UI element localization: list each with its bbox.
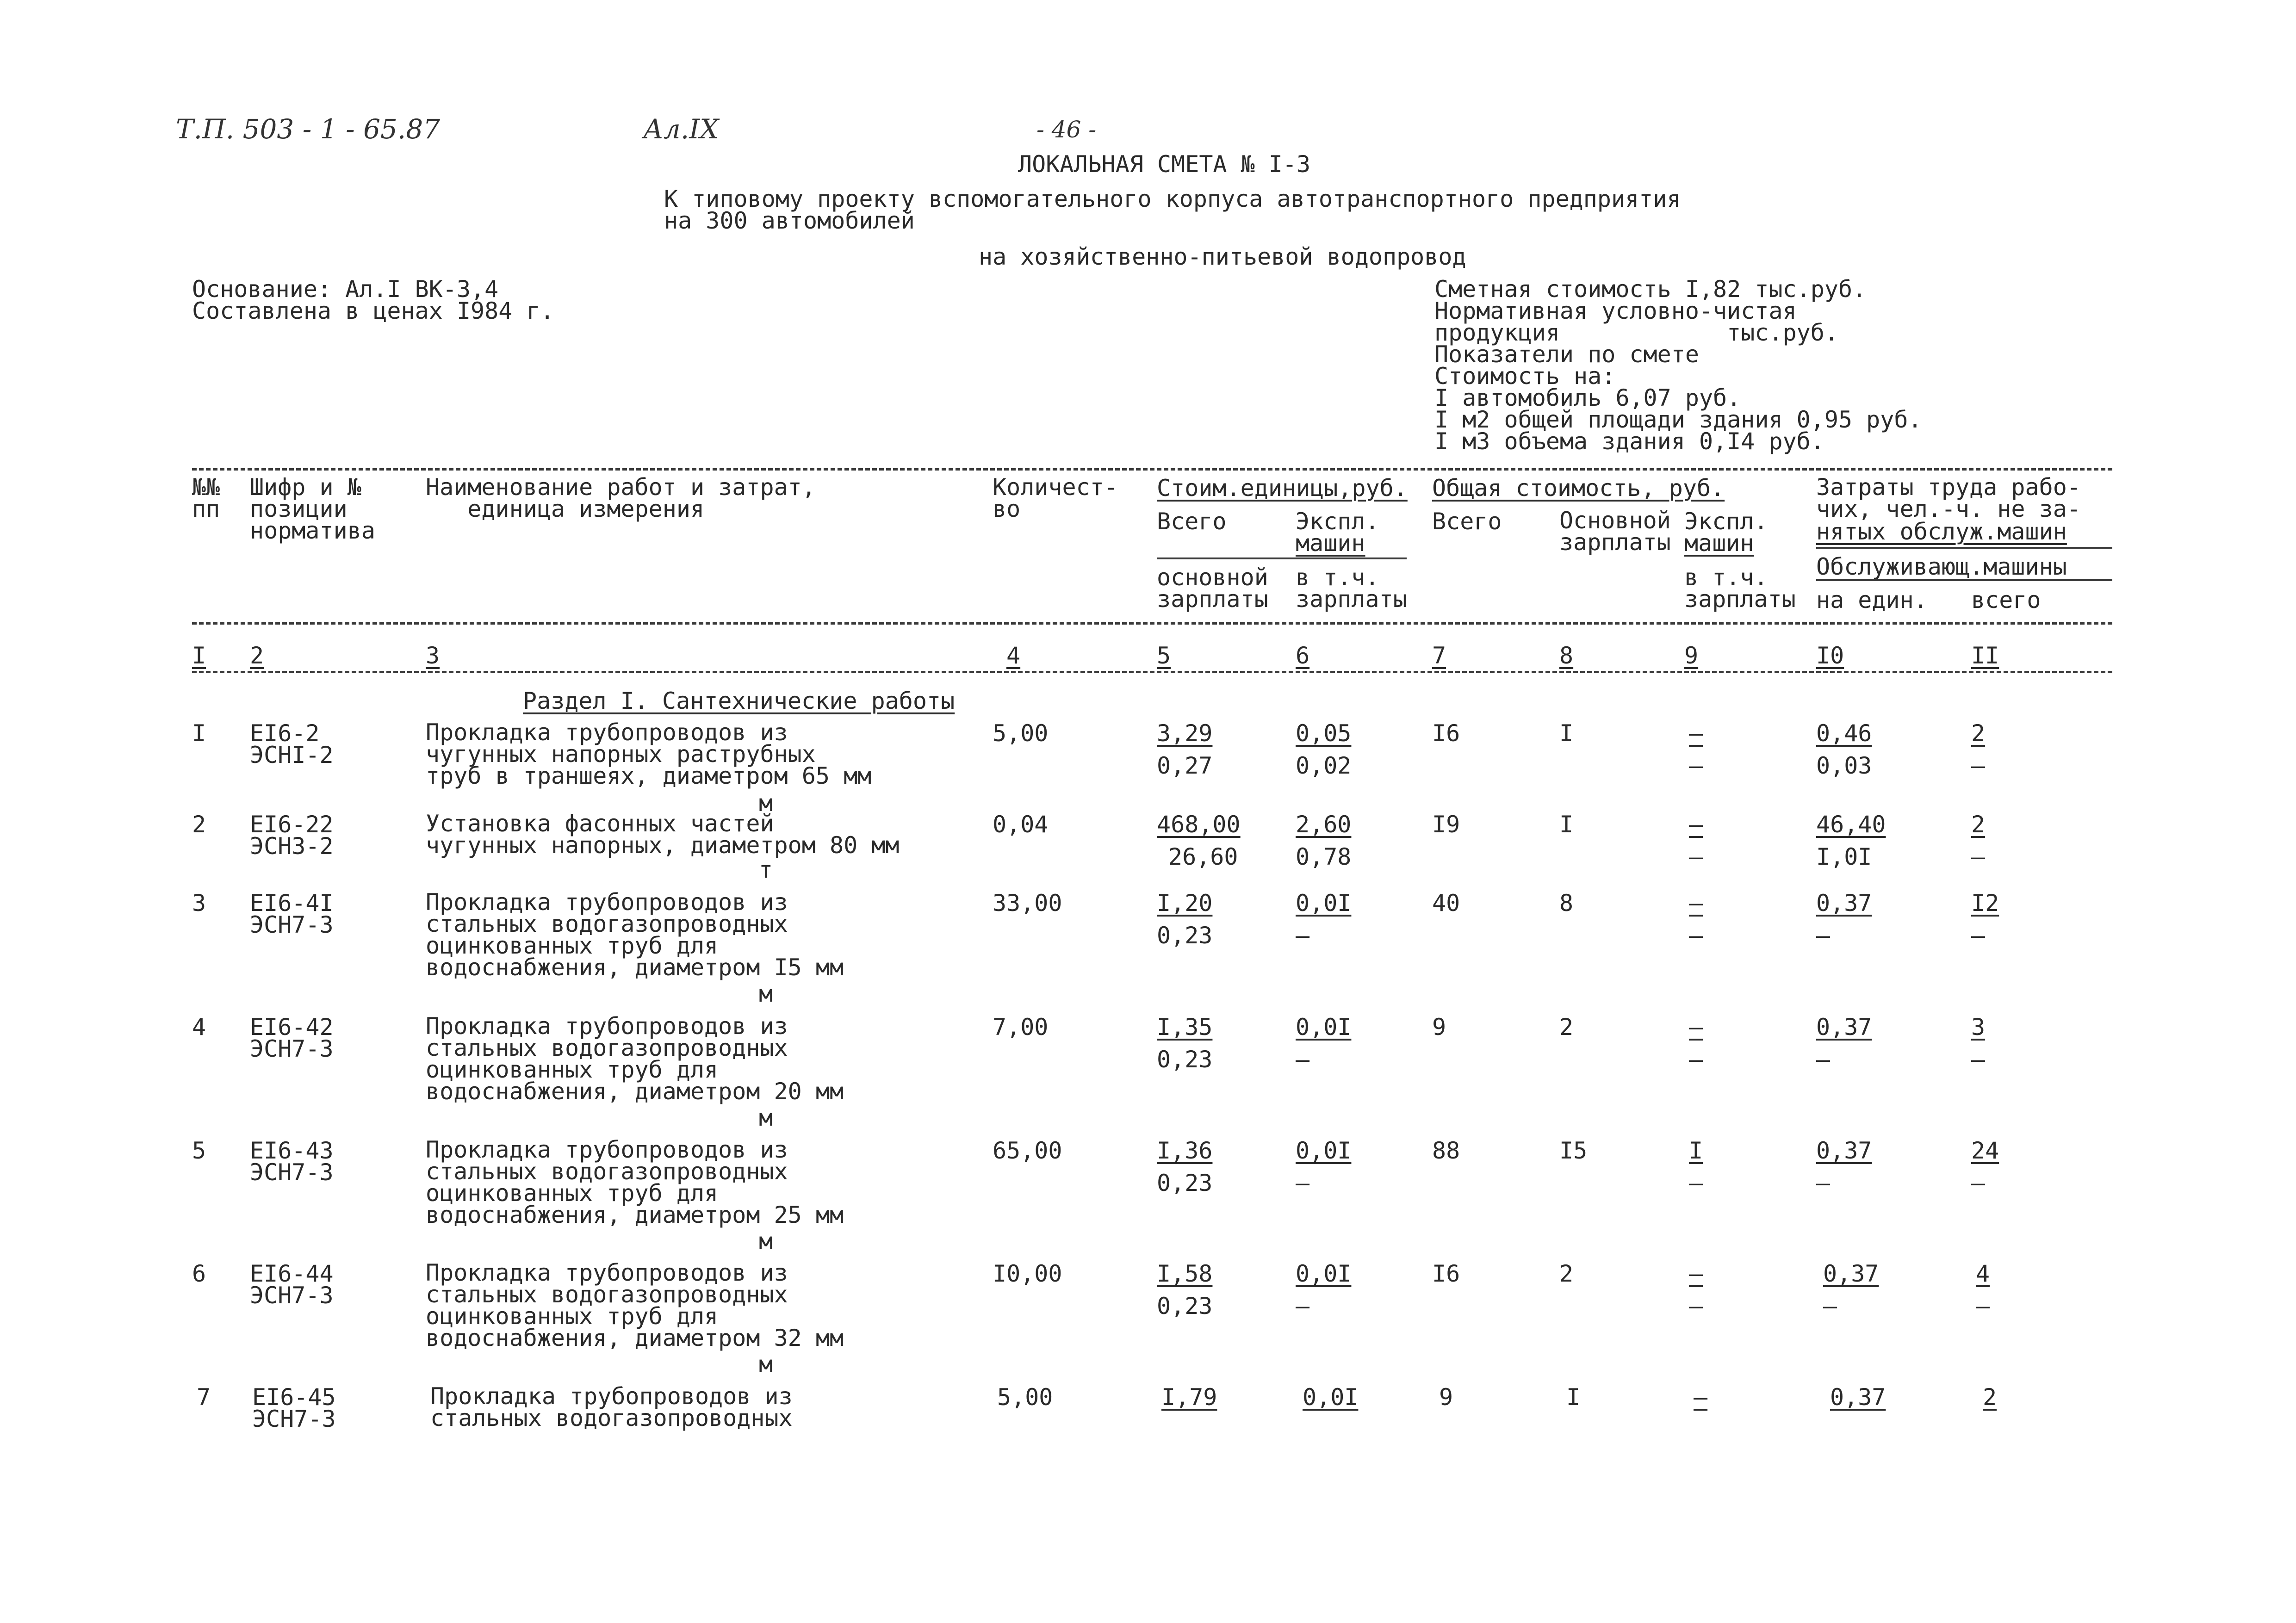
project-line-2: на 300 автомобилей xyxy=(664,207,915,234)
row-code: EI6-42 xyxy=(250,1014,334,1041)
row-unit-cost-wages: 0,27 xyxy=(1157,752,1213,779)
column-header-8: Основной зарплаты xyxy=(1559,507,1671,556)
row-code: EI6-2 xyxy=(250,720,320,747)
row-unit-cost-total: I,20 xyxy=(1157,890,1213,917)
row-unit: м xyxy=(759,1104,773,1131)
column-number: 4 xyxy=(1006,642,1021,669)
column-number: 9 xyxy=(1684,642,1699,669)
basis-line: Основание: Ал.I ВК-3,4 xyxy=(192,276,499,303)
row-labor-per-unit: 0,37 xyxy=(1816,1137,1872,1164)
summary-per-vehicle: I автомобиль 6,07 руб. xyxy=(1434,384,1741,411)
row-total-machine-cost: – xyxy=(1689,1014,1703,1041)
row-machine-labor-per-unit: 0,03 xyxy=(1816,752,1872,779)
column-header-quantity: Количест- во xyxy=(993,474,1118,522)
column-group-service-machines: Обслуживающ.машины xyxy=(1816,553,2067,580)
row-total-machine-cost: – xyxy=(1689,1260,1703,1287)
row-total-machine-cost: – xyxy=(1689,811,1703,838)
row-total-wages: I xyxy=(1559,811,1574,838)
column-number: 6 xyxy=(1296,642,1310,669)
row-total-wages: 2 xyxy=(1559,1260,1574,1287)
row-number: 6 xyxy=(192,1260,206,1287)
row-labor-total: 4 xyxy=(1976,1260,1990,1287)
row-number: 3 xyxy=(192,890,206,917)
row-unit-machine-cost: 0,0I xyxy=(1296,1014,1352,1041)
row-unit-cost-wages: 0,23 xyxy=(1157,922,1213,949)
row-total-machine-cost: – xyxy=(1689,720,1703,747)
project-line-1: К типовому проекту вспомогательного корпуса автотранспортного предприятия xyxy=(664,186,1681,212)
row-machine-labor-total: – xyxy=(1971,1170,1986,1196)
column-header-6-top-2: машин xyxy=(1296,530,1365,557)
column-header-7: Всего xyxy=(1432,508,1502,535)
column-5-6-divider xyxy=(1157,558,1407,559)
row-unit-cost-total: 468,00 xyxy=(1157,811,1241,838)
row-total-wages: I xyxy=(1566,1384,1581,1411)
row-total-machine-wages: – xyxy=(1689,1293,1703,1319)
row-unit-machine-cost: 0,0I xyxy=(1296,890,1352,917)
row-total-cost: I6 xyxy=(1432,1260,1460,1287)
row-unit-machine-cost: 0,0I xyxy=(1303,1384,1359,1411)
row-unit-machine-cost: 0,0I xyxy=(1296,1137,1352,1164)
row-unit-cost-total: 3,29 xyxy=(1157,720,1213,747)
column-number: I xyxy=(192,642,206,669)
row-number: I xyxy=(192,720,206,747)
row-total-machine-cost: – xyxy=(1689,890,1703,917)
row-labor-total: 3 xyxy=(1971,1014,1986,1041)
row-unit-machine-wages: – xyxy=(1296,1170,1310,1196)
row-unit-machine-wages: – xyxy=(1296,1293,1310,1319)
row-unit-cost-total: I,36 xyxy=(1157,1137,1213,1164)
row-code: EI6-4I xyxy=(250,890,334,917)
column-number: II xyxy=(1971,642,1999,669)
row-code-secondary: ЭСН7-3 xyxy=(250,1159,334,1186)
row-unit: м xyxy=(759,1351,773,1378)
row-machine-labor-per-unit: – xyxy=(1823,1293,1837,1319)
document-reference: Т.П. 503 - 1 - 65.87 xyxy=(176,113,441,145)
estimate-subject: на хозяйственно-питьевой водопровод xyxy=(979,243,1466,270)
row-total-machine-wages: – xyxy=(1689,752,1703,779)
row-code-secondary: ЭСН7-3 xyxy=(250,1035,334,1062)
row-machine-labor-per-unit: I,0I xyxy=(1816,843,1872,870)
row-number: 5 xyxy=(192,1137,206,1164)
column-numbers-rule xyxy=(192,671,2112,673)
summary-cost-per: Стоимость на: xyxy=(1434,363,1616,390)
column-number: 2 xyxy=(250,642,264,669)
row-total-cost: 9 xyxy=(1439,1384,1453,1411)
row-labor-total: 2 xyxy=(1983,1384,1997,1411)
row-unit-cost-total: I,58 xyxy=(1157,1260,1213,1287)
row-total-wages: 8 xyxy=(1559,890,1574,917)
column-number: 3 xyxy=(426,642,440,669)
row-code-secondary: ЭСН7-3 xyxy=(252,1406,336,1432)
row-unit-cost-total: I,35 xyxy=(1157,1014,1213,1041)
summary-normative-1: Нормативная условно-чистая xyxy=(1434,297,1797,324)
row-description: Прокладка трубопроводов из стальных водогазопроводных оцинкованных труб для водоснабжения, диаметром 25 мм xyxy=(426,1136,844,1228)
row-labor-total: 24 xyxy=(1971,1137,1999,1164)
row-quantity: 5,00 xyxy=(997,1384,1053,1411)
summary-per-m3: I м3 объема здания 0,I4 руб. xyxy=(1434,428,1824,455)
row-unit-cost-wages: 0,23 xyxy=(1157,1046,1213,1073)
row-total-machine-cost: I xyxy=(1689,1137,1703,1164)
row-machine-labor-total: – xyxy=(1971,1046,1986,1073)
row-code: EI6-22 xyxy=(250,811,334,838)
column-number: 7 xyxy=(1432,642,1446,669)
row-total-machine-wages: – xyxy=(1689,843,1703,870)
row-machine-labor-per-unit: – xyxy=(1816,1046,1831,1073)
album-number: Ал.IX xyxy=(643,113,719,145)
column-group-labor: Затраты труда рабо- чих, чел.-ч. не за- xyxy=(1816,474,2081,522)
column-header-6-top: Экспл. xyxy=(1296,508,1379,535)
row-unit-machine-cost: 2,60 xyxy=(1296,811,1352,838)
column-header-6-bottom: в т.ч. зарплаты xyxy=(1296,564,1407,613)
column-number: 8 xyxy=(1559,642,1574,669)
column-group-labor-underlined: нятых обслуж.машин xyxy=(1816,518,2067,545)
price-level-line: Составлена в ценах I984 г. xyxy=(192,297,554,324)
row-code-secondary: ЭСНI-2 xyxy=(250,742,334,768)
row-total-wages: I5 xyxy=(1559,1137,1588,1164)
row-machine-labor-per-unit: – xyxy=(1816,1170,1831,1196)
row-description: Прокладка трубопроводов из стальных водогазопроводных оцинкованных труб для водоснабжения, диаметром I5 мм xyxy=(426,889,844,981)
row-unit-cost-wages: 0,23 xyxy=(1157,1170,1213,1196)
row-machine-labor-total: – xyxy=(1971,922,1986,949)
column-header-name: Наименование работ и затрат, единица измерения xyxy=(426,474,816,522)
row-total-cost: 88 xyxy=(1432,1137,1460,1164)
column-number: 5 xyxy=(1157,642,1171,669)
row-code-secondary: ЭСН7-3 xyxy=(250,911,334,938)
row-unit-machine-cost: 0,0I xyxy=(1296,1260,1352,1287)
column-header-9-top: Экспл. xyxy=(1684,508,1768,535)
column-number: I0 xyxy=(1816,642,1844,669)
row-labor-total: 2 xyxy=(1971,720,1986,747)
row-unit: м xyxy=(759,1228,773,1255)
row-unit-machine-cost: 0,05 xyxy=(1296,720,1352,747)
page-number: - 46 - xyxy=(1036,116,1097,143)
row-unit-machine-wages: 0,02 xyxy=(1296,752,1352,779)
row-total-cost: I6 xyxy=(1432,720,1460,747)
row-labor-per-unit: 0,37 xyxy=(1823,1260,1879,1287)
row-unit: т xyxy=(759,856,773,883)
column-header-10: на един. xyxy=(1816,587,1928,613)
row-labor-per-unit: 0,46 xyxy=(1816,720,1872,747)
column-header-code: Шифр и № позиции норматива xyxy=(250,474,375,544)
header-middle-rule xyxy=(192,622,2112,625)
column-header-5-bottom: основной зарплаты xyxy=(1157,564,1268,613)
row-labor-per-unit: 0,37 xyxy=(1830,1384,1886,1411)
row-unit-machine-wages: 0,78 xyxy=(1296,843,1352,870)
row-unit-machine-wages: – xyxy=(1296,922,1310,949)
labor-bottom-divider xyxy=(1816,579,2112,581)
row-unit: м xyxy=(759,980,773,1007)
row-unit-cost-wages: 26,60 xyxy=(1168,843,1238,870)
row-quantity: 7,00 xyxy=(993,1014,1049,1041)
row-labor-total: 2 xyxy=(1971,811,1986,838)
row-total-machine-wages: – xyxy=(1689,922,1703,949)
row-total-cost: 9 xyxy=(1432,1014,1446,1041)
row-description: Установка фасонных частей чугунных напорных, диаметром 80 мм xyxy=(426,810,900,859)
row-unit-cost-total: I,79 xyxy=(1161,1384,1217,1411)
row-unit-cost-wages: 0,23 xyxy=(1157,1293,1213,1319)
row-total-cost: 40 xyxy=(1432,890,1460,917)
row-description: Прокладка трубопроводов из чугунных напорных раструбных труб в траншеях, диаметром 65 мм xyxy=(426,719,872,789)
row-machine-labor-per-unit: – xyxy=(1816,922,1831,949)
row-number: 4 xyxy=(192,1014,206,1041)
row-machine-labor-total: – xyxy=(1971,843,1986,870)
row-description: Прокладка трубопроводов из стальных водогазопроводных xyxy=(430,1383,793,1431)
column-header-9-top-2: машин xyxy=(1684,530,1754,557)
row-labor-per-unit: 46,40 xyxy=(1816,811,1886,838)
row-code-secondary: ЭСН7-3 xyxy=(250,1282,334,1309)
row-unit-machine-wages: – xyxy=(1296,1046,1310,1073)
row-total-machine-wages: – xyxy=(1689,1046,1703,1073)
row-quantity: I0,00 xyxy=(993,1260,1062,1287)
row-code: EI6-43 xyxy=(250,1137,334,1164)
row-unit: м xyxy=(759,790,773,817)
row-machine-labor-total: – xyxy=(1976,1293,1990,1319)
column-header-5-top: Всего xyxy=(1157,508,1227,535)
row-total-wages: I xyxy=(1559,720,1574,747)
estimate-title: ЛОКАЛЬНАЯ СМЕТА № I-3 xyxy=(1018,151,1311,178)
summary-per-m2: I м2 общей площади здания 0,95 руб. xyxy=(1434,406,1922,433)
row-description: Прокладка трубопроводов из стальных водогазопроводных оцинкованных труб для водоснабжения, диаметром 20 мм xyxy=(426,1013,844,1105)
row-number: 7 xyxy=(197,1384,211,1411)
row-quantity: 33,00 xyxy=(993,890,1062,917)
row-description: Прокладка трубопроводов из стальных водогазопроводных оцинкованных труб для водоснабжения, диаметром 32 мм xyxy=(426,1259,844,1351)
summary-normative-2: продукция тыс.руб. xyxy=(1434,319,1838,346)
row-quantity: 65,00 xyxy=(993,1137,1062,1164)
row-quantity: 5,00 xyxy=(993,720,1049,747)
row-total-machine-cost: – xyxy=(1694,1384,1708,1411)
summary-cost: Сметная стоимость I,82 тыс.руб. xyxy=(1434,276,1867,303)
row-machine-labor-total: – xyxy=(1971,752,1986,779)
row-labor-per-unit: 0,37 xyxy=(1816,1014,1872,1041)
labor-top-divider xyxy=(1816,547,2112,549)
column-header-number: №№ пп xyxy=(192,474,220,522)
column-group-total-cost: Общая стоимость, руб. xyxy=(1432,475,1725,502)
row-total-machine-wages: – xyxy=(1689,1170,1703,1196)
row-quantity: 0,04 xyxy=(993,811,1049,838)
row-labor-per-unit: 0,37 xyxy=(1816,890,1872,917)
row-labor-total: I2 xyxy=(1971,890,1999,917)
row-total-cost: I9 xyxy=(1432,811,1460,838)
row-code-secondary: ЭСН3-2 xyxy=(250,833,334,860)
row-number: 2 xyxy=(192,811,206,838)
column-header-11: всего xyxy=(1971,587,2041,613)
header-top-rule xyxy=(192,468,2112,471)
summary-indicators: Показатели по смете xyxy=(1434,341,1699,368)
row-code: EI6-45 xyxy=(252,1384,336,1411)
section-title: Раздел I. Сантехнические работы xyxy=(523,688,955,714)
row-code: EI6-44 xyxy=(250,1260,334,1287)
column-group-unit-cost: Стоим.единицы,руб. xyxy=(1157,475,1408,502)
row-total-wages: 2 xyxy=(1559,1014,1574,1041)
column-header-9-bottom: в т.ч. зарплаты xyxy=(1684,564,1796,613)
